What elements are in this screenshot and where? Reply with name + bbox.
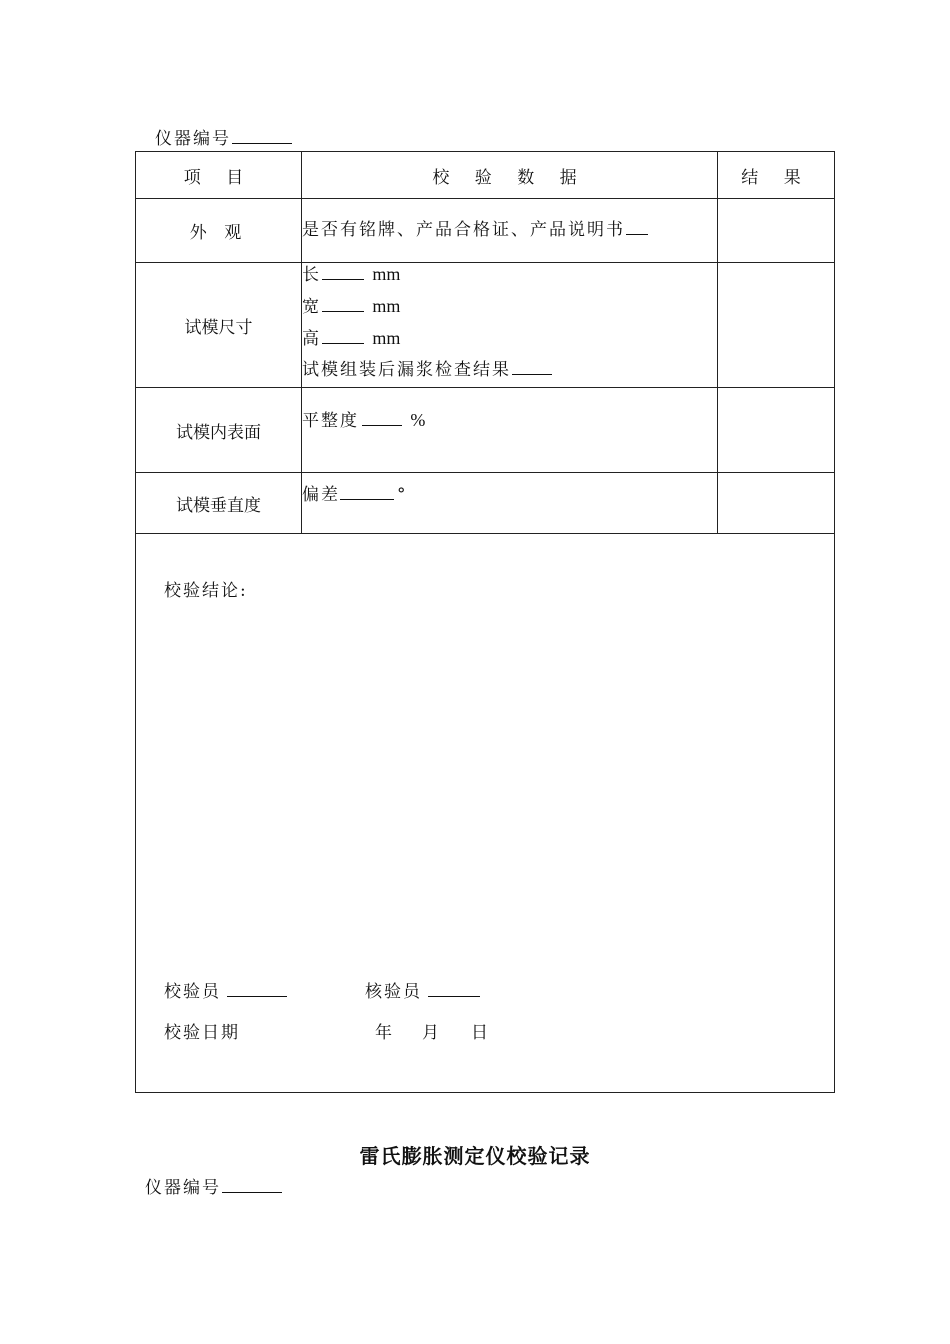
- size-height-line: [302, 323, 717, 355]
- size-width-blank[interactable]: [322, 297, 364, 312]
- size-width-line: [302, 291, 717, 323]
- header-result: 结 果: [718, 152, 835, 199]
- label-inner-surface: 试模内表面: [136, 388, 302, 473]
- row-verticality: [136, 473, 835, 534]
- row-size: [136, 263, 835, 388]
- row-conclusion: [136, 534, 835, 1093]
- bottom-instrument-number-blank[interactable]: [222, 1178, 282, 1193]
- inspector-label: 校验员: [164, 982, 221, 1002]
- header-data: 校 验 数 据: [302, 152, 718, 199]
- appearance-text: 是否有铭牌、产品合格证、产品说明书: [302, 220, 625, 240]
- size-leak-line: [302, 355, 717, 386]
- inner-flatness-unit: %: [410, 410, 426, 430]
- instrument-number-text: 仪器编号: [155, 129, 231, 149]
- next-record-title: 雷氏膨胀测定仪校验记录: [359, 1144, 591, 1168]
- inspector-line: [164, 977, 290, 1002]
- table-header-row: [136, 152, 835, 199]
- data-verticality: [302, 473, 718, 534]
- result-inner-surface[interactable]: [718, 388, 835, 473]
- size-leak-blank[interactable]: [512, 360, 552, 375]
- checker-blank[interactable]: [428, 982, 480, 997]
- size-height-label: 高: [302, 329, 319, 349]
- size-width-label: 宽: [302, 297, 319, 317]
- instrument-number-blank[interactable]: [232, 129, 292, 144]
- size-height-unit: mm: [372, 328, 401, 348]
- row-appearance: [136, 199, 835, 263]
- label-appearance: 外 观: [136, 199, 302, 263]
- conclusion-label: 校验结论:: [164, 581, 248, 601]
- label-verticality: 试模垂直度: [136, 473, 302, 534]
- inspector-blank[interactable]: [227, 982, 287, 997]
- date-month-label: 月: [422, 1023, 439, 1043]
- size-length-unit: mm: [372, 264, 401, 284]
- calibration-table: [135, 151, 835, 1093]
- data-size: [302, 263, 718, 388]
- checker-line: [365, 977, 483, 1002]
- data-appearance: [302, 199, 718, 263]
- inner-flatness-blank[interactable]: [362, 411, 402, 426]
- date-year-label: 年: [375, 1023, 392, 1043]
- result-verticality[interactable]: [718, 473, 835, 534]
- checker-label: 核验员: [365, 982, 422, 1002]
- size-length-blank[interactable]: [322, 265, 364, 280]
- date-day-label: 日: [471, 1023, 488, 1043]
- result-appearance[interactable]: [718, 199, 835, 263]
- size-width-unit: mm: [372, 296, 401, 316]
- data-inner-surface: [302, 388, 718, 473]
- size-leak-label: 试模组装后漏浆检查结果: [302, 360, 511, 380]
- verticality-deviation-label: 偏差: [302, 485, 340, 505]
- date-label: 校验日期: [164, 1023, 240, 1043]
- row-inner-surface: [136, 388, 835, 473]
- bottom-instrument-number-label: [145, 1173, 285, 1198]
- verticality-deviation-blank[interactable]: [340, 485, 394, 500]
- conclusion-cell[interactable]: [136, 534, 835, 1093]
- verticality-degree-unit: °: [397, 485, 406, 505]
- appearance-blank[interactable]: [626, 220, 648, 235]
- bottom-instrument-number-text: 仪器编号: [145, 1178, 221, 1198]
- instrument-number-label: [155, 124, 295, 149]
- header-item: 项 目: [136, 152, 302, 199]
- inner-flatness-label: 平整度: [302, 411, 359, 431]
- size-height-blank[interactable]: [322, 329, 364, 344]
- label-size: 试模尺寸: [136, 263, 302, 388]
- result-size[interactable]: [718, 263, 835, 388]
- size-length-label: 长: [302, 265, 319, 285]
- size-length-line: [302, 259, 717, 291]
